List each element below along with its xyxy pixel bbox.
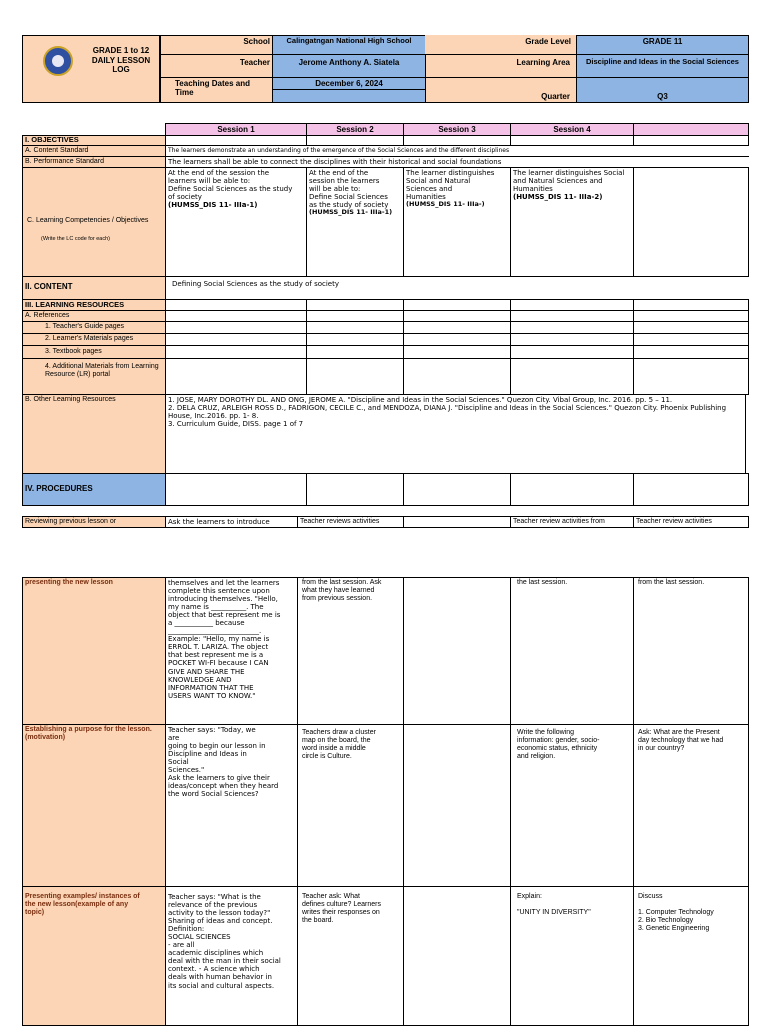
deped-seal-icon xyxy=(43,46,73,76)
area-label: Learning Area xyxy=(425,54,577,78)
examples-s5: Discuss 1. Computer Technology 2. Bio Technology 3. Genetic Engineering xyxy=(633,886,749,1026)
competencies-note: (Write the LC code for each) xyxy=(41,236,110,242)
session-header-3: Session 3 xyxy=(403,123,511,136)
header-logo-cell xyxy=(22,35,160,103)
other-resources-value: 1. JOSE, MARY DOROTHY DL. AND ONG, JEROME A. "Discipline and Ideas in the Social Sciences." Quezon City. Vibal Group, Inc. 2016. pp. 5 – 11. 2. DELA CRUZ, ARLEIGH ROSS D., FADRIGON, CECILE C., and MENDOZA, DIANA J. "Discipline and Ideas in the Social Sciences." Quezon City. Phoenix Publishing House, Inc.2016. pp. 1- 8. 3. Curriculum Guide, DISS. page 1 of 7 xyxy=(165,394,746,474)
school-label: School xyxy=(160,35,273,55)
review-s2-cont: from the last session. Ask what they have learned from previous session. xyxy=(297,577,404,725)
content-standard-value: The learners demonstrate an understanding of the emergence of the Social Sciences and the different disciplines xyxy=(165,145,749,157)
competency-s1 xyxy=(165,167,307,277)
teacher-label: Teacher xyxy=(160,54,273,78)
dates-value-2 xyxy=(272,89,426,103)
quarter-value: Q3 xyxy=(576,77,749,103)
tb-s4 xyxy=(510,345,634,359)
competency-s4-code: (HUMSS_DIS 11- IIIa-2) xyxy=(513,193,603,202)
resources-label: III. LEARNING RESOURCES xyxy=(22,299,166,311)
grade-value: GRADE 11 xyxy=(576,35,749,55)
competency-s4-text: The learner distinguishes Social and Natural Sciences and Humanities xyxy=(513,169,625,194)
purpose-s4: Write the following information: gender, socio- economic status, ethnicity and religion. xyxy=(510,724,634,887)
procedures-s5 xyxy=(633,473,749,506)
competencies-label xyxy=(22,167,166,277)
examples-label: Presenting examples/ instances of the new lesson(example of any topic) xyxy=(22,886,166,1026)
competencies-label-text: C. Learning Competencies / Objectives xyxy=(27,217,149,224)
review-s3-cont xyxy=(403,577,511,725)
references-label: A. References xyxy=(22,310,166,322)
competency-s4 xyxy=(510,167,634,277)
session-header-1: Session 1 xyxy=(165,123,307,136)
teacher-value: Jerome Anthony A. Siatela xyxy=(272,54,426,78)
review-s5-cont: from the last session. xyxy=(633,577,749,725)
log-title: GRADE 1 to 12 DAILY LESSON LOG xyxy=(91,46,151,75)
procedures-s1 xyxy=(165,473,307,506)
examples-s1: Teacher says: "What is the relevance of the previous activity to the lesson today?" Sharing of ideas and concept. Definition: SOCIAL SCIENCES - are all academic disciplines which deal with the man in their social context. - A science which deals with human behavior in its social and cultural aspects. xyxy=(165,886,298,1026)
examples-s4: Explain: "UNITY IN DIVERSITY" xyxy=(510,886,634,1026)
competency-s3-text: The learner distinguishes Social and Natural Sciences and Humanities xyxy=(406,169,495,202)
purpose-s5: Ask: What are the Present day technology that we had in our country? xyxy=(633,724,749,887)
performance-standard-label: B. Performance Standard xyxy=(22,156,166,168)
quarter-label: Quarter xyxy=(425,77,577,103)
performance-standard-value: The learners shall be able to connect the disciplines with their historical and social foundations xyxy=(165,156,749,168)
competency-s1-code: (HUMSS_DIS 11- IIIa-1) xyxy=(168,201,258,210)
procedures-s2 xyxy=(306,473,404,506)
review-label: Reviewing previous lesson or xyxy=(22,516,166,528)
lm-label: 2. Learner's Materials pages xyxy=(22,333,166,346)
examples-s3 xyxy=(403,886,511,1026)
grade-label: Grade Level xyxy=(425,35,577,55)
tb-s2 xyxy=(306,345,404,359)
tb-s5 xyxy=(633,345,749,359)
dates-value: December 6, 2024 xyxy=(272,77,426,90)
review-s3 xyxy=(403,516,511,528)
review-s5: Teacher review activities xyxy=(633,516,749,528)
review-s1-cont: themselves and let the learners complete this sentence upon introducing themselves. "Hello, my name is __________. The object that best represent me is a ___________ because __________________________. Example: "Hello, my name is ERROL T. LARIZA. The object that best represent me is a POCKET WI-FI because I CAN GIVE AND SHARE THE KNOWLEDGE AND INFORMATION THAT THE USERS WANT TO KNOW." xyxy=(165,577,298,725)
session-header-2: Session 2 xyxy=(306,123,404,136)
competency-s2-code: (HUMSS_DIS 11- IIIa-1) xyxy=(309,208,393,217)
procedures-label: IV. PROCEDURES xyxy=(22,473,166,506)
am-s1 xyxy=(165,358,307,395)
tg-label: 1. Teacher's Guide pages xyxy=(22,321,166,334)
purpose-s2: Teachers draw a cluster map on the board, the word inside a middle circle is Culture. xyxy=(297,724,404,887)
content-standard-label: A. Content Standard xyxy=(22,145,166,157)
procedures-s4 xyxy=(510,473,634,506)
competency-s2-text: At the end of the session the learners will be able to: Define Social Sciences as the study of society xyxy=(309,169,389,210)
objectives-label: I. OBJECTIVES xyxy=(22,135,166,146)
dates-label: Teaching Dates and Time xyxy=(160,77,273,103)
review-label-cont: presenting the new lesson xyxy=(22,577,166,725)
competency-s3 xyxy=(403,167,511,277)
competency-s2 xyxy=(306,167,404,277)
tb-s3 xyxy=(403,345,511,359)
examples-s2: Teacher ask: What defines culture? Learners writes their responses on the board. xyxy=(297,886,404,1026)
purpose-s3 xyxy=(403,724,511,887)
school-value: Calingatngan National High School xyxy=(272,35,426,55)
review-s1: Ask the learners to introduce xyxy=(165,516,298,528)
review-s4: Teacher review activities from xyxy=(510,516,634,528)
competency-s3-code: (HUMSS_DIS 11- IIIa-) xyxy=(406,200,485,209)
other-resources-label: B. Other Learning Resources xyxy=(22,394,166,474)
tb-s1 xyxy=(165,345,307,359)
review-s2: Teacher reviews activities xyxy=(297,516,404,528)
am-s3 xyxy=(403,358,511,395)
am-s5 xyxy=(633,358,749,395)
session-header-4: Session 4 xyxy=(510,123,634,136)
competency-s5 xyxy=(633,167,749,277)
purpose-s1: Teacher says: "Today, we are going to begin our lesson in Discipline and Ideas in Social Sciences." Ask the learners to give their ideas/concept when they heard the word Social Sciences? xyxy=(165,724,298,887)
purpose-label: Establishing a purpose for the lesson. (motivation) xyxy=(22,724,166,887)
area-value: Discipline and Ideas in the Social Sciences xyxy=(576,54,749,78)
am-s4 xyxy=(510,358,634,395)
competency-s1-text: At the end of the session the learners will be able to: Define Social Sciences as the study of society xyxy=(168,169,293,202)
procedures-s3 xyxy=(403,473,511,506)
am-label: 4. Additional Materials from Learning Resource (LR) portal xyxy=(22,358,166,395)
review-s4-cont: the last session. xyxy=(510,577,634,725)
content-value: Defining Social Sciences as the study of society xyxy=(165,276,749,300)
content-label: II. CONTENT xyxy=(22,276,166,300)
am-s2 xyxy=(306,358,404,395)
tb-label: 3. Textbook pages xyxy=(22,345,166,359)
